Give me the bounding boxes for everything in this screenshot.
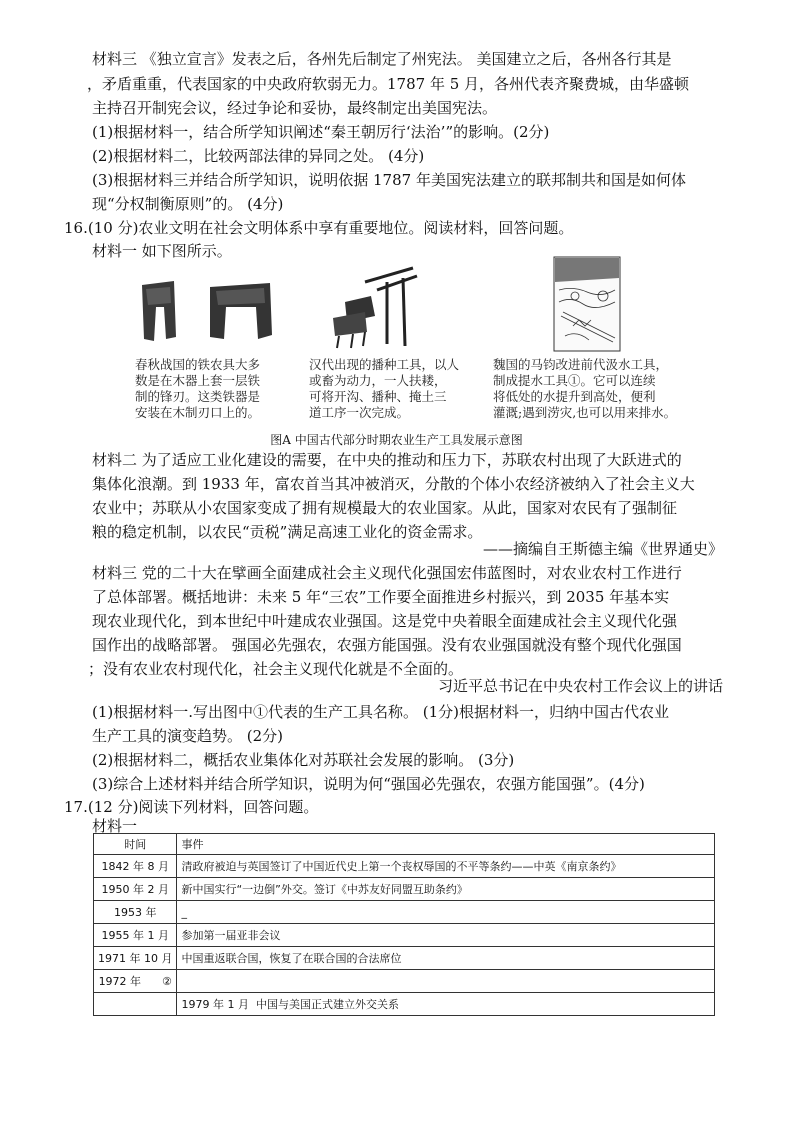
- q17-heading: [64, 797, 318, 818]
- q16-heading: [64, 218, 573, 239]
- q16-heading-text: (10 分)农业文明在社会文明体系中享有重要地位。阅读材料，回答问题。: [87, 219, 574, 237]
- material3b-source: 习近平总书记在中央农村工作会议上的讲话: [437, 677, 723, 695]
- table-row: [94, 901, 715, 924]
- table-cell-time: 1842 年 8 月: [94, 855, 177, 878]
- material2-line3: 农业中；苏联从小农国家变成了拥有规模最大的农业国家。从此，国家对农民有了强制征: [92, 499, 678, 517]
- table-row: [94, 947, 715, 970]
- table-header-time: 时间: [94, 834, 177, 855]
- material2-source: ——摘编自王斯德主编《世界通史》: [482, 540, 723, 558]
- q16-number: 16.: [64, 219, 88, 237]
- table-cell-event: 中国重返联合国，恢复了在联合国的合法席位: [177, 947, 715, 970]
- q16-question-1a: (1)根据材料一.写出图中①代表的生产工具名称。 (1分)根据材料一，归纳中国古代农业: [92, 703, 670, 721]
- q16-question-2: (2)根据材料二，概括农业集体化对苏联社会发展的影响。 (3分): [92, 751, 515, 769]
- water-lifting-tool-image: [553, 256, 621, 352]
- q15-question-3b: 现“分权制衡原则”的。 (4分): [92, 195, 284, 213]
- material2-line1: 材料二 为了适应工业化建设的需要，在中央的推动和压力下，苏联农村出现了大跃进式的: [92, 451, 682, 469]
- caption-seed-drill: 汉代出现的播种工具，以人 或畜为动力，一人扶耧， 可将开沟、播种、掩土三 道工序一次完成。: [309, 357, 460, 420]
- table-header-row: [94, 834, 715, 855]
- material3b-line5: ；没有农业农村现代化，社会主义现代化就是不全面的。: [88, 660, 464, 678]
- q17-number: 17.: [64, 798, 88, 816]
- table-cell-time: [94, 993, 177, 1016]
- material2-line4: 粮的稳定机制，以农民“贡税”满足高速工业化的资金需求。: [92, 523, 483, 541]
- table-cell-event: _: [177, 901, 715, 924]
- material3-line2: ，矛盾重重，代表国家的中央政府软弱无力。1787 年 5 月，各州代表齐聚费城，由华盛顿: [87, 75, 690, 93]
- table-cell-time: 1953 年: [94, 901, 177, 924]
- q15-question-3a: (3)根据材料三并结合所学知识，说明依据 1787 年美国宪法建立的联邦制共和国是如何体: [92, 171, 686, 189]
- q16-question-1b: 生产工具的演变趋势。 (2分): [92, 727, 284, 745]
- material3-line1: 材料三 《独立宣言》发表之后，各州先后制定了州宪法。 美国建立之后，各州各行其是: [92, 50, 672, 68]
- table-cell-event: 新中国实行“一边倒”外交。签订《中苏友好同盟互助条约》: [177, 878, 715, 901]
- material3-line3: 主持召开制宪会议，经过争论和妥协，最终制定出美国宪法。: [92, 99, 498, 117]
- caption-iron-tools: 春秋战国的铁农具大多 数是在木器上套一层铁 制的锋刃。这类铁器是 安装在木制刃口上的。: [135, 357, 261, 420]
- table-row: [94, 970, 715, 993]
- table-row: [94, 855, 715, 878]
- table-row: [94, 924, 715, 947]
- seed-drill-image: [325, 262, 420, 352]
- caption-water-tool: 魏国的马钧改进前代汲水工具， 制成提水工具①。它可以连续 将低处的水提升到高处，便利 灌溉;遇到涝灾,也可以用来排水。: [493, 357, 677, 420]
- table-cell-event: [177, 970, 715, 993]
- table-header-event: 事件: [177, 834, 715, 855]
- material2-line2: 集体化浪潮。到 1933 年，富农首当其冲被消灭，分散的个体小农经济被纳入了社会主义大: [92, 475, 695, 493]
- iron-farm-tools-image: [138, 277, 288, 347]
- table-cell-event: 清政府被迫与英国签订了中国近代史上第一个丧权辱国的不平等条约——中英《南京条约》: [177, 855, 715, 878]
- material3b-line2: 了总体部署。概括地讲：未来 5 年“三农”工作要全面推进乡村振兴，到 2035 年基本实: [92, 588, 670, 606]
- history-events-table: [93, 833, 715, 1016]
- table-row: [94, 878, 715, 901]
- material3b-line3: 现农业现代化，到本世纪中叶建成农业强国。这是党中央着眼全面建成社会主义现代化强: [92, 612, 678, 630]
- q16-question-3: (3)综合上述材料并结合所学知识，说明为何“强国必先强农，农强方能国强”。(4分): [92, 775, 645, 793]
- table-cell-event: 1979 年 1 月 中国与美国正式建立外交关系: [177, 993, 715, 1016]
- table-cell-time: 1950 年 2 月: [94, 878, 177, 901]
- q16-material1-intro: 材料一 如下图所示。: [92, 242, 232, 260]
- q17-material1-label: 材料一: [92, 817, 138, 835]
- q15-question-1: (1)根据材料一，结合所学知识阐述“秦王朝厉行‘法治’”的影响。(2分): [92, 123, 550, 141]
- table-cell-time: 1972 年 ②: [94, 970, 177, 993]
- table-row: [94, 993, 715, 1016]
- material3b-line1: 材料三 党的二十大在擘画全面建成社会主义现代化强国宏伟蓝图时，对农业农村工作进行: [92, 564, 682, 582]
- table-cell-event: 参加第一届亚非会议: [177, 924, 715, 947]
- figure-title: 图A 中国古代部分时期农业生产工具发展示意图: [270, 433, 523, 447]
- table-cell-time: 1955 年 1 月: [94, 924, 177, 947]
- material3b-line4: 国作出的战略部署。 强国必先强农，农强方能国强。没有农业强国就没有整个现代化强国: [92, 636, 682, 654]
- q17-heading-text: (12 分)阅读下列材料，回答问题。: [87, 798, 319, 816]
- table-cell-time: 1971 年 10 月: [94, 947, 177, 970]
- q15-question-2: (2)根据材料二，比较两部法律的异同之处。 (4分): [92, 147, 425, 165]
